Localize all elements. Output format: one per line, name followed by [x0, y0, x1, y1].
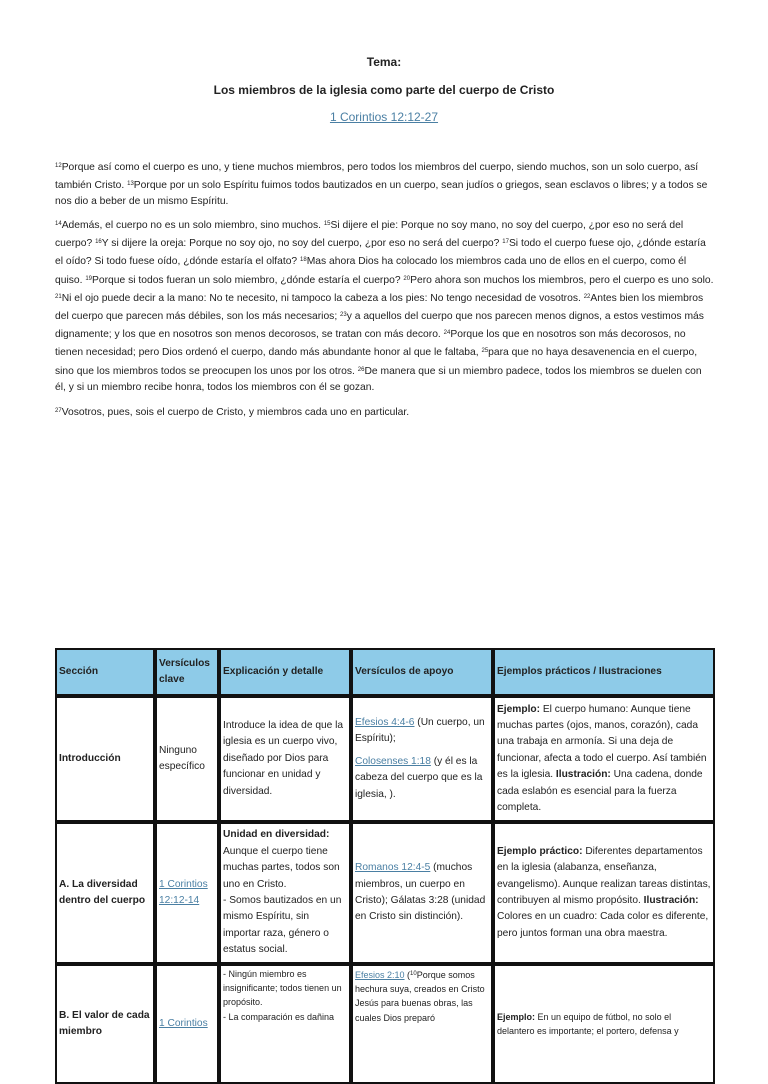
- row3-ejemplos: [493, 964, 715, 1084]
- passage-paragraph-2: [55, 216, 715, 396]
- row1-ejemplo-label: Ejemplo:: [497, 703, 541, 715]
- row2-ejemplos: [493, 822, 715, 964]
- row3-seccion: B. El valor de cada miembro: [55, 964, 155, 1084]
- row1-apoyo-text2: (y él es la cabeza del cuerpo que es la iglesia, ).: [355, 755, 483, 800]
- row2-exp-label: Unidad en diversidad:: [223, 829, 330, 841]
- row3-explicacion: [219, 964, 351, 1084]
- row2-apoyo-text: (muchos miembros, un cuerpo en Cristo); Gálatas 3:28 (unidad en Cristo sin distinción).: [355, 862, 486, 923]
- passage-paragraph-1: [55, 158, 715, 211]
- efesios-2-10-link[interactable]: Efesios 2:10: [355, 970, 405, 980]
- row1-ejemplo-text: El cuerpo humano: Aunque tiene muchas partes (ojos, manos, corazón), cada una trabaja en armonía. Si una deja de funcionar, afecta a todo el cuerpo. Así también es la iglesia.: [497, 703, 707, 781]
- row3-versiculos: [155, 964, 219, 1084]
- row3-apoyo: Efesios 2:10 ($^{10}$Porque somos hechura suya, creados en Cristo Jesús para buenas obras, las cuales Dios preparó: [351, 964, 493, 1084]
- header-explicacion: Explicación y detalle: [219, 648, 351, 696]
- row1-ilustracion-text: Una cadena, donde cada eslabón es esencial para la fuerza completa.: [497, 769, 703, 814]
- table-row: [55, 696, 715, 822]
- row1-explicacion: Introduce la idea de que la iglesia es un cuerpo vivo, diseñado por Dios para funcionar en unidad y diversidad.: [219, 696, 351, 822]
- row1-ilustracion-label: Ilustración:: [555, 769, 611, 781]
- scripture-reference: [0, 110, 768, 124]
- verse-number: 14: [55, 221, 62, 227]
- verse-number: 22: [583, 293, 591, 300]
- verse-text: Además, el cuerpo no es un solo miembro, sino muchos.: [61, 220, 324, 231]
- row2-ilustracion-label: Ilustración:: [643, 895, 699, 906]
- header-seccion: Sección: [55, 648, 155, 696]
- verse-text: Porque así como el cuerpo es uno, y tiene muchos miembros, pero todos los miembros del cuerpo, siendo muchos, son un solo cuerpo, así también Cristo.: [55, 162, 699, 192]
- header-ejemplos: Ejemplos prácticos / Ilustraciones: [493, 648, 715, 696]
- verse-text: Si dijere el pie: Porque no soy mano, no soy del cuerpo, ¿por eso no será del cuerpo?: [55, 220, 684, 250]
- row1-versiculos: Ninguno específico: [155, 696, 219, 822]
- header-apoyo: Versículos de apoyo: [351, 648, 493, 696]
- row1-seccion: Introducción: [55, 696, 155, 822]
- table-header-row: [55, 648, 715, 696]
- topic-label: Tema:: [366, 55, 402, 69]
- row2-explicacion: [219, 822, 351, 964]
- scripture-reference-link[interactable]: 1 Corintios 12:12-27: [329, 110, 439, 124]
- row1-apoyo: [351, 696, 493, 822]
- row3-ejemplo-label: Ejemplo:: [497, 1011, 536, 1022]
- row2-ejemplo-text: Diferentes departamentos en la iglesia (alabanza, enseñanza, evangelismo). Aunque realizan tareas distintas, contribuyen al mismo propósito.: [497, 845, 711, 906]
- verse-number: 25: [481, 348, 489, 355]
- verse-text: para que no haya desavenencia en el cuerpo, sino que los miembros todos se preocupen los unos por los otros.: [55, 347, 698, 377]
- row2-exp-text1: Aunque el cuerpo tiene muchas partes, todos son uno en Cristo.: [223, 845, 340, 890]
- verse-number: 18: [300, 257, 307, 264]
- verse-text: Si todo el cuerpo fuese ojo, ¿dónde estaría el oído? Si todo fuese oído, ¿dónde estaría el olfato?: [55, 238, 706, 268]
- row2-ilustracion-text: Colores en un cuadro: Cada color es diferente, pero juntos forman una obra maestra.: [497, 911, 709, 939]
- verse-text: Porque por un solo Espíritu fuimos todos bautizados en un cuerpo, sean judíos o griegos, sean esclavos o libres; y a todos se nos dio a beber de un mismo Espíritu.: [55, 180, 708, 208]
- verse-number: 19: [85, 275, 93, 282]
- corintios-link-2[interactable]: 1 Corintios: [159, 1017, 208, 1029]
- verse-number: 16: [95, 239, 102, 246]
- verse-text: Vosotros, pues, sois el cuerpo de Cristo, y miembros cada uno en particular.: [61, 407, 410, 418]
- colosenses-link[interactable]: Colosenses 1:18: [355, 755, 431, 767]
- row3-apoyo-text: Porque somos hechura suya, creados en Cristo Jesús para buenas obras, las cuales Dios preparó: [355, 970, 485, 1023]
- row2-exp-text2: - Somos bautizados en un mismo Espíritu, sin importar raza, género o estatus social.: [223, 895, 342, 956]
- verse-number: 27: [55, 408, 62, 414]
- row2-apoyo: [351, 822, 493, 964]
- verse-number: 26: [357, 366, 365, 373]
- row1-apoyo-text1: (Un cuerpo, un Espíritu);: [355, 716, 485, 745]
- verse-text: Y si dijere la oreja: Porque no soy ojo, no soy del cuerpo, ¿por eso no será del cuerpo?: [101, 238, 503, 250]
- verse-number: 21: [55, 293, 62, 300]
- passage-paragraph-3: [55, 403, 715, 421]
- romanos-link[interactable]: Romanos 12:4-5: [355, 862, 431, 874]
- verse-text: Mas ahora Dios ha colocado los miembros cada uno de ellos en el cuerpo, como él quiso.: [55, 256, 687, 286]
- verse-text: Pero ahora son muchos los miembros, pero el cuerpo es uno solo.: [410, 274, 714, 286]
- verse-number: 12: [55, 163, 62, 169]
- verse-number: 17: [502, 239, 509, 246]
- row1-ejemplos: [493, 696, 715, 822]
- verse-text: y a aquellos del cuerpo que nos parecen menos dignos, a estos vestimos más dignamente; y los que en nosotros son menos decorosos, se tratan con más decoro.: [55, 311, 704, 341]
- verse-text: De manera que si un miembro padece, todos los miembros se duelen con él, y si un miembro recibe honra, todos los miembros con él se gozan.: [55, 365, 702, 393]
- efesios-link[interactable]: Efesios 4:4-6: [355, 716, 415, 728]
- verse-text: Ni el ojo puede decir a la mano: No te necesito, ni tampoco la cabeza a los pies: No tengo necesidad de vosotros.: [61, 292, 584, 304]
- verse-text: Porque los que en nosotros son más decorosos, no tienen necesidad; pero Dios ordenó el cuerpo, dando más abundante honor al que le faltaba,: [55, 329, 686, 359]
- row2-versiculos: [155, 822, 219, 964]
- header-versiculos: Versículos clave: [155, 648, 219, 696]
- table-row: [55, 822, 715, 964]
- verse-number: 15: [323, 221, 331, 227]
- verse-number: 13: [127, 181, 134, 188]
- verse-number: 23: [340, 312, 347, 319]
- row2-seccion: A. La diversidad dentro del cuerpo: [55, 822, 155, 964]
- corintios-link[interactable]: 1 Corintios 12:12-14: [159, 878, 208, 906]
- verse-number: 20: [403, 275, 411, 282]
- verse-number: 24: [443, 330, 451, 337]
- verse-text: Antes bien los miembros del cuerpo que parecen más débiles, son los más necesarios;: [55, 292, 704, 323]
- sermon-title: Los miembros de la iglesia como parte del cuerpo de Cristo: [213, 83, 555, 97]
- table-row: [55, 964, 715, 1084]
- study-table: [55, 648, 715, 1084]
- row3-exp-text1: - Ningún miembro es insignificante; todos tienen un propósito.: [223, 969, 342, 1008]
- row2-ejemplo-label: Ejemplo práctico:: [497, 845, 583, 857]
- row3-exp-text2: - La comparación es dañina: [223, 1011, 335, 1022]
- verse-text: Porque si todos fueran un solo miembro, ¿dónde estaría el cuerpo?: [92, 274, 404, 286]
- row3-ejemplo-text: En un equipo de fútbol, no solo el delantero es importante; el portero, defensa y: [497, 1011, 679, 1036]
- row3-verse-num: 10: [410, 971, 417, 977]
